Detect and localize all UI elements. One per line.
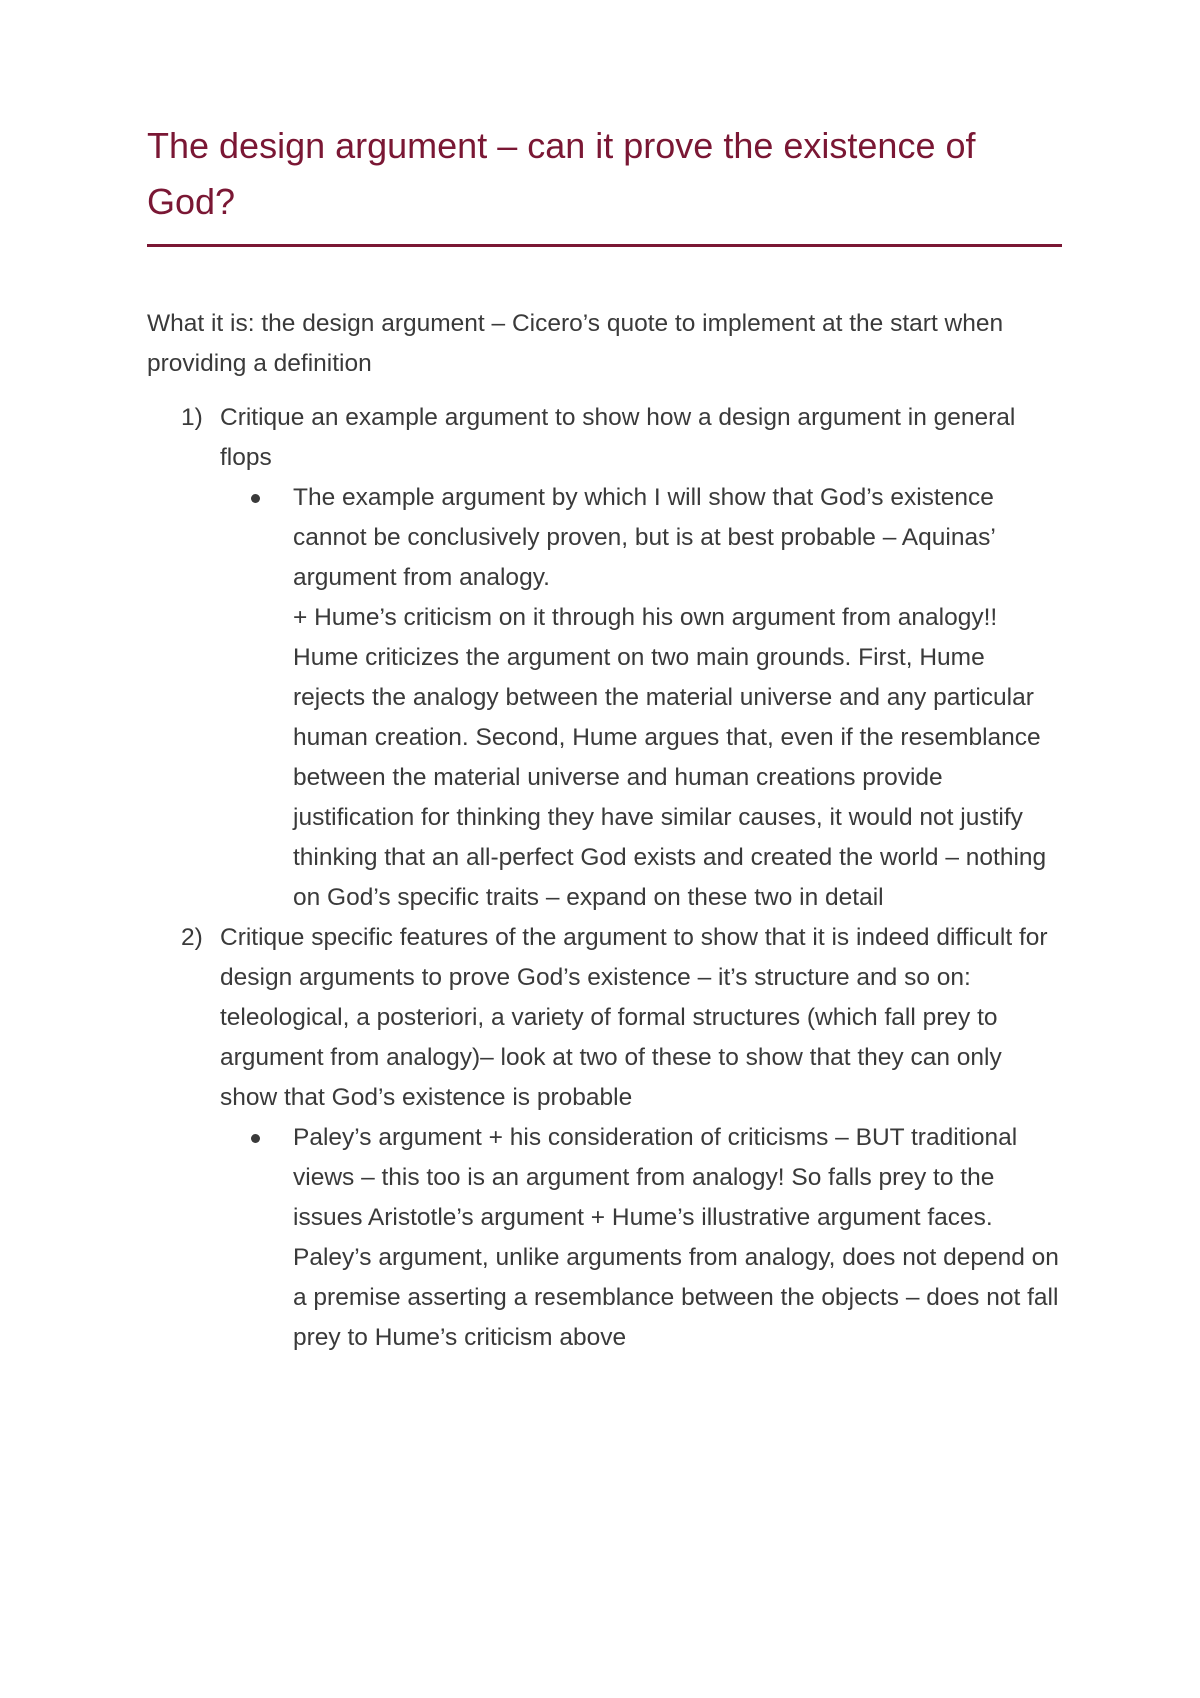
list-item-2 — [147, 918, 1062, 1358]
sub-bullet-2-paragraph-2: Paley’s argument, unlike arguments from analogy, does not depend on a premise asserting a resemblance between the objects – does not fall prey to Hume’s criticism above — [293, 1244, 1059, 1351]
document-body — [147, 304, 1062, 1358]
numbered-list — [147, 398, 1062, 1358]
bullet-icon — [251, 494, 260, 503]
list-number-1: 1) — [181, 404, 203, 431]
sub-bullet-1-paragraph-3: Hume criticizes the argument on two main grounds. First, Hume rejects the analogy between the material universe and any particular human creation. Second, Hume argues that, even if the resemblance between the material universe and human creations provide justification for thinking they have similar causes, it would not justify thinking that an all-perfect God exists and created the world – nothing on God’s specific traits – expand on these two in detail — [293, 644, 1047, 911]
sub-bullet-list-1 — [220, 478, 1062, 918]
sub-bullet-2-paragraph-1: Paley’s argument + his consideration of criticisms – BUT traditional views – this too is an argument from analogy! So falls prey to the issues Aristotle’s argument + Hume’s illustrative argument faces. — [293, 1124, 1018, 1231]
intro-paragraph: What it is: the design argument – Cicero’s quote to implement at the start when providing a definition — [147, 310, 1004, 377]
sub-bullet-item-2 — [220, 1118, 1062, 1358]
list-item-1 — [147, 398, 1062, 918]
document-title: The design argument – can it prove the existence of God? — [147, 125, 976, 222]
bullet-icon — [251, 1134, 260, 1143]
sub-bullet-1-paragraph-2: + Hume’s criticism on it through his own argument from analogy!! — [293, 604, 998, 631]
list-item-1-text: Critique an example argument to show how a design argument in general flops — [220, 404, 1016, 471]
sub-bullet-list-2 — [220, 1118, 1062, 1358]
list-number-2: 2) — [181, 924, 203, 951]
title-divider — [147, 244, 1062, 247]
list-item-2-text: Critique specific features of the argument to show that it is indeed difficult for design arguments to prove God’s existence – it’s structure and so on: teleological, a posteriori, a variety of formal structures (which fall prey to argument from analogy)– look at two of these to show that they can only show that God’s existence is probable — [220, 924, 1048, 1111]
sub-bullet-item-1 — [220, 478, 1062, 918]
sub-bullet-1-paragraph-1: The example argument by which I will show that God’s existence cannot be conclusively proven, but is at best probable – Aquinas’ argument from analogy. — [293, 484, 995, 591]
